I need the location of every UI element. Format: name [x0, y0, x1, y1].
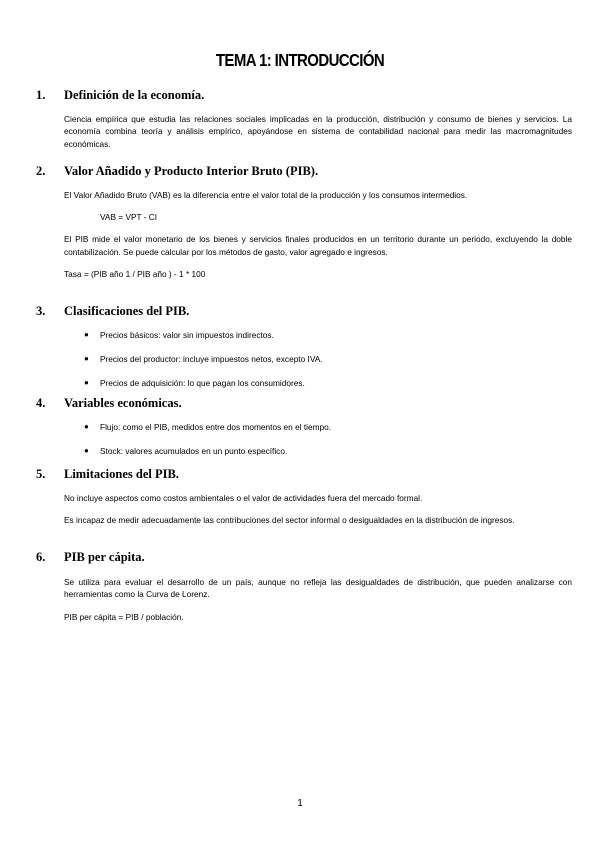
section-variables [0, 396, 600, 457]
page-number: 1 [297, 798, 303, 809]
section-number: 6. [36, 550, 46, 564]
section-title: Definición de la economía. [64, 88, 205, 102]
section-heading [0, 304, 600, 322]
page-title: TEMA 1: INTRODUCCIÓN [215, 50, 385, 71]
section-title: Variables económicas. [64, 396, 182, 410]
list-item [84, 377, 600, 389]
list-item-text: Precios del productor: incluye impuestos netos, excepto IVA. [100, 354, 323, 364]
section-clasificaciones [0, 304, 600, 389]
list-item-text: Stock: valores acumulados en un punto específico. [100, 446, 288, 456]
paragraph: Es incapaz de medir adecuadamente las contribuciones del sector informal o desigualdades en la distribución de ingresos. [64, 515, 515, 526]
list-item [84, 329, 600, 341]
section-heading [0, 550, 600, 568]
list-item [84, 353, 600, 365]
section-title: PIB per cápita. [64, 550, 145, 564]
section-heading [0, 164, 600, 182]
formula-per-capita: PIB per cápita = PIB / población. [64, 611, 184, 622]
formula-tasa: Tasa = (PIB año 1 / PIB año ) - 1 * 100 [64, 268, 206, 279]
section-number: 1. [36, 88, 46, 102]
section-title: Valor Añadido y Producto Interior Bruto (PIB). [64, 164, 319, 178]
section-number: 5. [36, 467, 46, 481]
bullet-icon: ● [84, 446, 89, 455]
bullet-icon: ● [84, 330, 89, 339]
section-limitaciones [0, 467, 600, 527]
section-number: 2. [36, 164, 46, 178]
list-item-text: Precios de adquisición: lo que pagan los consumidores. [100, 378, 305, 388]
section-heading [0, 88, 600, 106]
section-title: Clasificaciones del PIB. [64, 304, 190, 318]
list-item-text: Flujo: como el PIB, medidos entre dos momentos en el tiempo. [100, 422, 332, 432]
bullet-icon: ● [84, 378, 89, 387]
formula-vab: VAB = VPT - CI [100, 212, 158, 223]
paragraph: Se utiliza para evaluar el desarrollo de un país, aunque no refleja las desigualdades de distribución, que pueden analizarse con herramientas como la Curva de Lorenz. [64, 577, 572, 600]
section-heading [0, 467, 600, 485]
section-number: 3. [36, 304, 46, 318]
bullet-icon: ● [84, 422, 89, 431]
bullet-icon: ● [84, 354, 89, 363]
list-item [84, 421, 600, 433]
section-number: 4. [36, 396, 46, 410]
list-item-text: Precios básicos: valor sin impuestos indirectos. [100, 330, 274, 340]
section-vab-pib [0, 164, 600, 280]
paragraph: El PIB mide el valor monetario de los bienes y servicios finales producidos en un territorio durante un periodo, excluyendo la doble contabilización. Se puede calcular por los métodos de gasto, valor agregado e ingresos. [64, 234, 572, 257]
paragraph: No incluye aspectos como costos ambientales o el valor de actividades fuera del mercado formal. [64, 493, 423, 503]
paragraph: Ciencia empírica que estudia las relaciones sociales implicadas en la producción, distribución y consumo de bienes y servicios. La economía combina teoría y análisis empírico, apoyándose en sistema de contabilidad nacional para medir las macromagnitudes económicas. [64, 114, 572, 149]
section-title: Limitaciones del PIB. [64, 467, 179, 481]
paragraph: El Valor Añadido Bruto (VAB) es la diferencia entre el valor total de la producción y los consumos intermedios. [64, 190, 468, 200]
section-pib-per-capita [0, 550, 600, 623]
section-heading [0, 396, 600, 414]
list-item [84, 445, 600, 457]
section-definicion [0, 88, 600, 150]
